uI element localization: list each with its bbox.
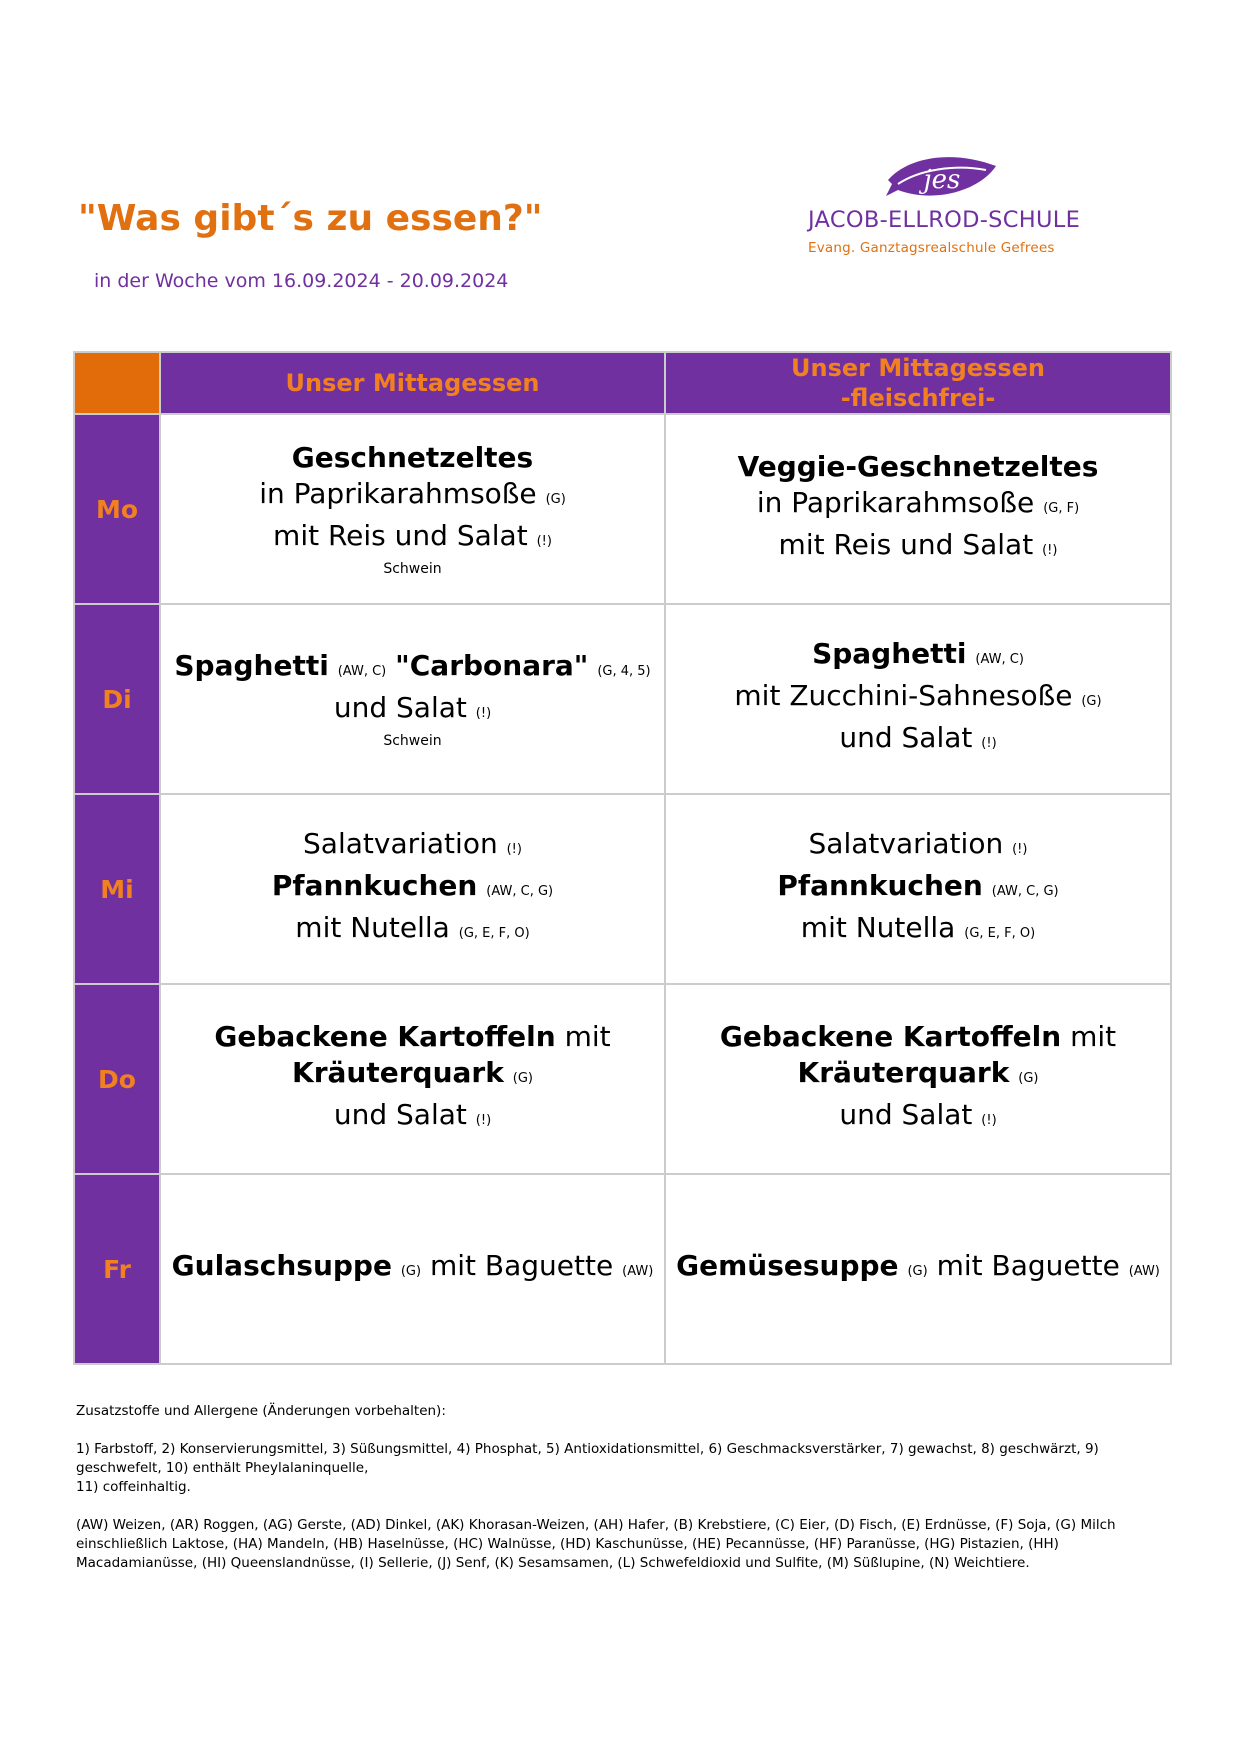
school-logo	[808, 150, 1081, 260]
meat-note: Schwein	[383, 733, 442, 749]
allergen-codes: (G, E, F, O)	[964, 926, 1036, 941]
allergen-codes: (G, F)	[1043, 501, 1080, 516]
additives-list	[76, 1440, 1172, 1497]
standard-dish	[160, 414, 665, 604]
allergen-codes: (AW, C, G)	[991, 884, 1059, 899]
allergen-codes: (!)	[536, 534, 552, 549]
standard-dish	[160, 604, 665, 794]
allergen-codes: (!)	[475, 1113, 492, 1128]
dish-text: mit	[1070, 1020, 1117, 1053]
allergen-codes: (G)	[1081, 694, 1102, 709]
header-vegetarian-line1: Unser Mittagessen	[791, 354, 1045, 382]
header-vegetarian-line2: -fleischfrei-	[840, 384, 996, 412]
dish-text: mit Nutella	[800, 911, 956, 944]
dish-text: mit Nutella	[295, 911, 450, 944]
allergen-codes: (AW, C)	[975, 652, 1024, 667]
dish-main: Pfannkuchen	[777, 869, 983, 902]
allergen-legend	[76, 1402, 1172, 1592]
day-label: Mi	[74, 794, 160, 984]
fish-logo-icon	[884, 150, 1002, 206]
allergen-codes: (G)	[545, 492, 566, 507]
allergen-codes: (G)	[1018, 1071, 1039, 1086]
dish-text: und Salat	[333, 1098, 467, 1131]
vegetarian-dish	[665, 414, 1171, 604]
table-row	[74, 604, 1171, 794]
logo-mark: jes	[923, 165, 961, 195]
day-label: Fr	[74, 1174, 160, 1364]
day-label: Di	[74, 604, 160, 794]
table-row	[74, 414, 1171, 604]
vegetarian-dish	[665, 1174, 1171, 1364]
allergen-codes: (AW)	[622, 1264, 654, 1279]
vegetarian-dish	[665, 794, 1171, 984]
dish-text: mit Reis und Salat	[778, 528, 1034, 561]
dish-text: mit	[564, 1020, 611, 1053]
legend-heading: Zusatzstoffe und Allergene (Änderungen vorbehalten):	[76, 1403, 446, 1419]
page-title: "Was gibt´s zu essen?"	[78, 198, 543, 239]
table-row	[74, 794, 1171, 984]
dish-text: und Salat	[333, 691, 467, 724]
table-row	[74, 1174, 1171, 1364]
week-range: in der Woche vom 16.09.2024 - 20.09.2024	[94, 270, 509, 292]
dish-text: mit Reis und Salat	[273, 519, 528, 552]
meat-note: Schwein	[383, 561, 442, 577]
table-row	[74, 984, 1171, 1174]
standard-dish	[160, 984, 665, 1174]
dish-text: in Paprikarahmsoße	[259, 477, 537, 510]
additives-text: 11) coffeinhaltig.	[76, 1479, 191, 1495]
table-header-row	[74, 352, 1171, 414]
day-label: Do	[74, 984, 160, 1174]
dish-text: und Salat	[839, 721, 973, 754]
allergen-codes: (G)	[400, 1264, 422, 1279]
dish-main: Gebackene Kartoffeln	[719, 1020, 1062, 1053]
standard-dish	[160, 1174, 665, 1364]
dish-text: mit Baguette	[429, 1249, 614, 1282]
allergen-codes: (G, 4, 5)	[597, 664, 651, 679]
dish-text: Salatvariation	[808, 827, 1004, 860]
allergen-codes: (G)	[512, 1071, 533, 1086]
header-standard-meal: Unser Mittagessen	[160, 352, 665, 414]
allergen-codes: (!)	[475, 706, 492, 721]
additives-text: 1) Farbstoff, 2) Konservierungsmittel, 3) Süßungsmittel, 4) Phosphat, 5) Antioxidationsmittel, 6) Geschmacksverstärker, 7) gewachst, 8) geschwärzt, 9) geschwefelt, 10) enthält Pheylalaninquelle,	[76, 1441, 1099, 1476]
dish-text: mit Baguette	[936, 1249, 1120, 1282]
dish-main: Gebackene Kartoffeln	[214, 1020, 556, 1053]
dish-main: Pfannkuchen	[271, 869, 478, 902]
allergen-codes: (AW)	[1128, 1264, 1160, 1279]
dish-main: Geschnetzeltes	[291, 441, 534, 474]
allergen-codes: (!)	[506, 842, 522, 857]
dish-main: Gulaschsuppe	[171, 1249, 392, 1282]
dish-main: Gemüsesuppe	[676, 1249, 899, 1282]
dish-main: Veggie-Geschnetzeltes	[737, 450, 1099, 483]
standard-dish	[160, 794, 665, 984]
dish-main: Spaghetti	[812, 637, 967, 670]
dish-text: Salatvariation	[303, 827, 498, 860]
allergen-codes: (G, E, F, O)	[458, 926, 530, 941]
vegetarian-dish	[665, 984, 1171, 1174]
allergen-codes: (!)	[1012, 842, 1028, 857]
dish-text: in Paprikarahmsoße	[756, 486, 1035, 519]
school-name: JACOB-ELLROD-SCHULE	[808, 207, 1081, 233]
vegetarian-dish	[665, 604, 1171, 794]
dish-main: Kräuterquark	[797, 1056, 1010, 1089]
allergen-codes: (!)	[1042, 543, 1058, 558]
header-vegetarian-meal	[665, 352, 1171, 414]
allergens-list: (AW) Weizen, (AR) Roggen, (AG) Gerste, (AD) Dinkel, (AK) Khorasan-Weizen, (AH) Hafer, (B) Krebstiere, (C) Eier, (D) Fisch, (E) Erdnüsse, (F) Soja, (G) Milch einschließlich Laktose, (HA) Mandeln, (HB) Haselnüsse, (HC) Walnüsse, (HD) Kaschunüsse, (HE) Pecannüsse, (HF) Paranüsse, (HG) Pistazien, (HH) Macadamianüsse, (HI) Queenslandnüsse, (I) Sellerie, (J) Senf, (K) Sesamsamen, (L) Schwefeldioxid und Sulfite, (M) Süßlupine, (N) Weichtiere.	[76, 1517, 1116, 1571]
dish-main: "Carbonara"	[395, 649, 589, 682]
school-tagline: Evang. Ganztagsrealschule Gefrees	[808, 240, 1055, 256]
dish-main: Kräuterquark	[292, 1056, 504, 1089]
dish-text: und Salat	[839, 1098, 973, 1131]
allergen-codes: (!)	[981, 736, 997, 751]
allergen-codes: (AW, C)	[337, 664, 387, 679]
dish-text: mit Zucchini-Sahnesoße	[734, 679, 1073, 712]
allergen-codes: (!)	[981, 1113, 997, 1128]
allergen-codes: (G)	[907, 1264, 928, 1279]
day-label: Mo	[74, 414, 160, 604]
header-corner	[74, 352, 160, 414]
menu-table	[73, 351, 1172, 1365]
dish-main: Spaghetti	[174, 649, 329, 682]
allergen-codes: (AW, C, G)	[486, 884, 554, 899]
